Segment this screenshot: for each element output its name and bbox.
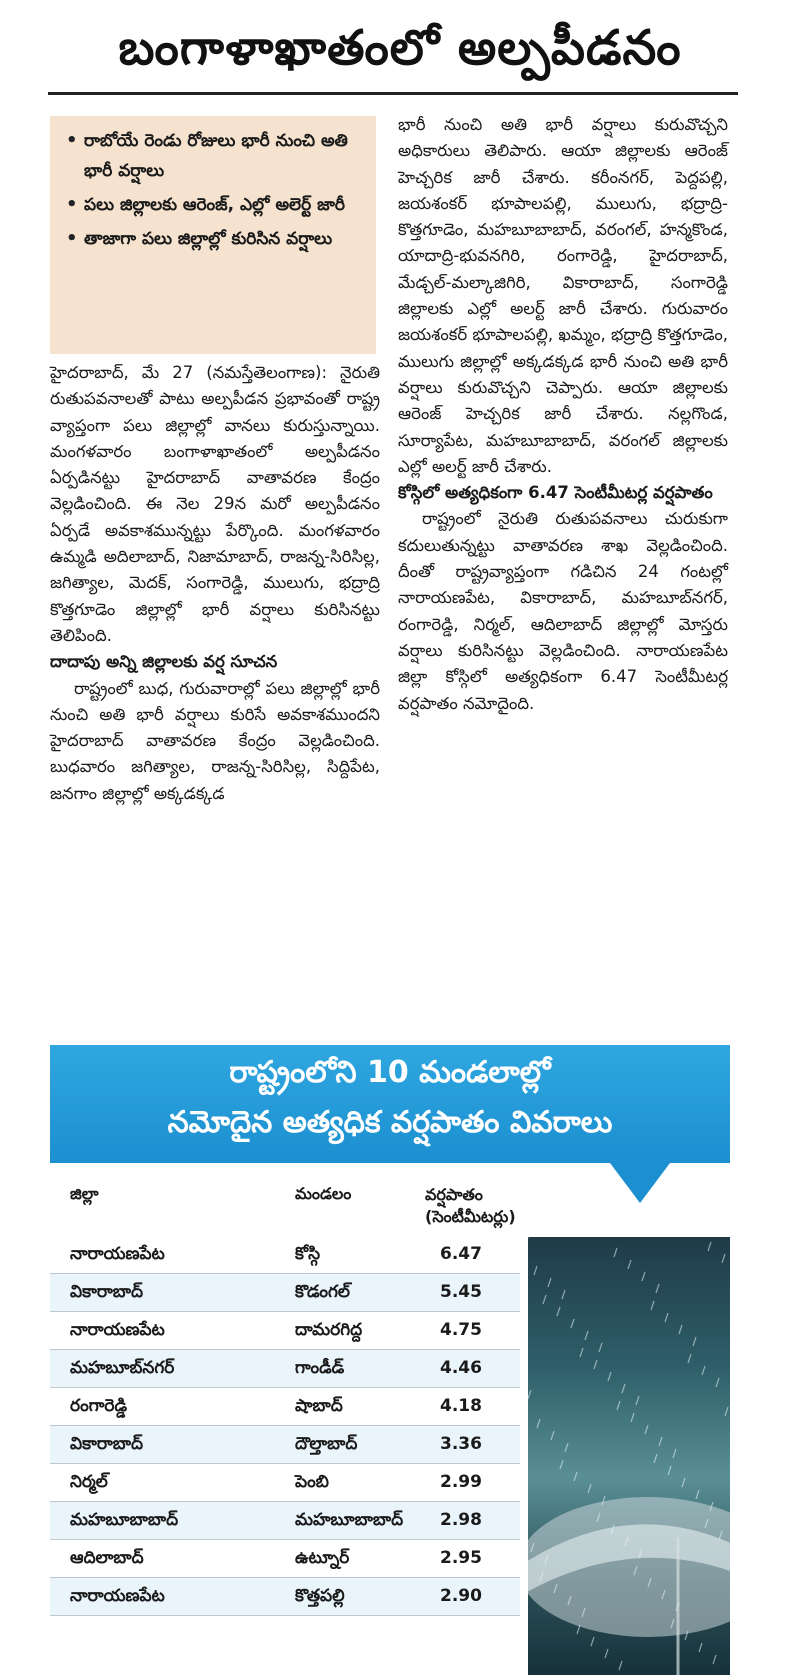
paragraph: భారీ నుంచి అతి భారీ వర్షాలు కురువొచ్చని అధికారులు తెలిపారు. ఆయా జిల్లాలకు ఆరెంజ్ హెచ్చరిక జారీ చేశారు. కరీంనగర్, పెద్దపల్లి, జయశంకర్ భూపాలపల్లి, ములుగు, భద్రాద్రి-కొత్తగూడెం, మహబూబాబాద్, వరంగల్, హన్మకొండ, యాదాద్రి-భువనగిరి, రంగారెడ్డి, హైదరాబాద్, మేడ్చల్-మల్కాజిగిరి, వికారాబాద్, సంగారెడ్డి జిల్లాలకు ఎల్లో అలర్ట్ జారీ చేశారు. గురువారం జయశంకర్ భూపాలపల్లి, ఖమ్మం, భద్రాద్రి కొత్తగూడెం, ములుగు జిల్లాల్లో అక్కడక్కడ భారీ నుంచి అతి భారీ వర్షాలు కురువొచ్చని చెప్పారు. ఆయా జిల్లాలకు ఆరెంజ్ హెచ్చరిక జారీ చేశారు. నల్లగొండ, సూర్యాపేట, మహబూబాబాద్, వరంగల్ జిల్లాలకు ఎల్లో అలర్ట్ జారీ చేశారు. [398, 115, 728, 476]
rain-streak [665, 1313, 668, 1322]
subheading: కోస్గిలో అత్యధికంగా 6.47 సెంటీమీటర్ల వర్షపాతం [398, 483, 713, 503]
rain-streak [543, 1295, 546, 1304]
paragraph: రాష్ట్రంలో నైరుతి రుతుపవనాలు చురుకుగా కదులుతున్నట్టు వాతావరణ శాఖ వెల్లడించింది. దీంతో రాష్ట్రవ్యాప్తంగా గడిచిన 24 గంటల్లో నారాయణపేట, వికారాబాద్, మహబూబ్‌నగర్, రంగారెడ్డి, నిర్మల్, ఆదిలాబాద్ జిల్లాల్లో మోస్తరు వర్షాలు కురిసినట్టు వెల్లడించింది. నారాయణపేట జిల్లా కోస్గిలో అత్యధికంగా 6.47 సెంటీమీటర్ల వర్షపాతం నమోదైంది. [398, 509, 728, 713]
rain-streak [577, 1625, 580, 1634]
cell-mandal: కొత్తపల్లి [295, 1586, 345, 1606]
rain-streak [654, 1454, 657, 1463]
table-row [50, 1464, 520, 1502]
table-body [50, 1236, 520, 1616]
rain-streak [702, 1366, 705, 1375]
rain-streak [682, 1478, 685, 1487]
rain-streak [605, 1649, 608, 1658]
rain-streak [560, 1460, 563, 1469]
rain-streak [588, 1484, 591, 1493]
cell-district: వికారాబాద్ [70, 1282, 143, 1302]
rain-streak [557, 1307, 560, 1316]
table-row [50, 1274, 520, 1312]
header-mandal: మండలం [295, 1184, 352, 1203]
rain-streak [565, 1443, 568, 1452]
rainfall-table [50, 1180, 520, 1616]
rain-streak [614, 1248, 617, 1257]
rain-streak [693, 1337, 696, 1346]
right-column [398, 112, 728, 717]
rain-streak [551, 1431, 554, 1440]
cell-mandal: దామరగిద్ద [295, 1320, 363, 1340]
table-row [50, 1350, 520, 1388]
rain-streak [708, 1242, 711, 1251]
cell-rainfall: 2.98 [440, 1510, 482, 1530]
cell-mandal: ఉట్నూర్ [295, 1548, 350, 1568]
rain-streak [617, 1401, 620, 1410]
rain-streak [574, 1472, 577, 1481]
header-rainfall [425, 1184, 516, 1228]
table-row [50, 1388, 520, 1426]
cell-rainfall: 2.90 [440, 1586, 482, 1606]
rainfall-infobox [50, 1045, 730, 1675]
rain-streak [688, 1354, 691, 1363]
cell-district: నారాయణపేట [70, 1586, 165, 1606]
rain-streak [631, 1413, 634, 1422]
rain-streak [659, 1437, 662, 1446]
cell-district: రంగారెడ్డి [70, 1396, 128, 1416]
rain-streak [651, 1301, 654, 1310]
rain-streak [571, 1319, 574, 1328]
rain-streak [656, 1284, 659, 1293]
rain-streak [608, 1372, 611, 1381]
infobox-title-line1: రాష్ట్రంలోని 10 మండలాల్లో [229, 1055, 551, 1090]
infobox-header [50, 1045, 730, 1163]
rain-streak [645, 1425, 648, 1434]
table-row [50, 1502, 520, 1540]
table-header [50, 1180, 520, 1236]
cell-district: మహబూబ్‌నగర్ [70, 1358, 175, 1378]
highlight-item: • పలు జిల్లాలకు ఆరెంజ్, ఎల్లో అలెర్ట్ జారీ [66, 190, 362, 220]
left-column [50, 360, 380, 807]
cell-rainfall: 2.99 [440, 1472, 482, 1492]
rain-streak [599, 1343, 602, 1352]
rain-streak [713, 1655, 716, 1664]
cell-rainfall: 4.46 [440, 1358, 482, 1378]
cell-mandal: కొడంగల్ [295, 1282, 350, 1302]
table-row [50, 1312, 520, 1350]
cell-district: మహబూబాబాద్ [70, 1510, 179, 1530]
rain-streak [668, 1466, 671, 1475]
cell-rainfall: 6.47 [440, 1244, 482, 1264]
rain-streak [699, 1643, 702, 1652]
cell-rainfall: 3.36 [440, 1434, 482, 1454]
rain-streak [722, 1254, 725, 1263]
highlight-item: • రాబోయే రెండు రోజులు భారీ నుంచి అతి భారీ వర్షాలు [66, 126, 362, 186]
rain-streak [696, 1490, 699, 1499]
next-headline-cropped [50, 1665, 730, 1677]
paragraph: రాష్ట్రంలో బుధ, గురువారాల్లో పలు జిల్లాల్లో భారీ నుంచి అతి భారీ వర్షాలు కురిసే అవకాశముందని హైదరాబాద్ వాతావరణ కేంద్రం వెల్లడించింది. బుధవారం జగిత్యాల, రాజన్న-సిరిసిల్ల, సిద్దిపేట, జనగాం జిల్లాల్లో అక్కడక్కడ [50, 678, 380, 803]
rain-streak [636, 1396, 639, 1405]
table-row [50, 1540, 520, 1578]
rain-umbrella-photo [528, 1237, 730, 1675]
rain-streak [673, 1449, 676, 1458]
header-rainfall-label: వర్షపాతం [425, 1185, 483, 1204]
rain-streak [725, 1407, 728, 1416]
cell-mandal: దౌల్తాబాద్ [295, 1434, 358, 1454]
cell-district: వికారాబాద్ [70, 1434, 143, 1454]
cell-district: నారాయణపేట [70, 1320, 165, 1340]
paragraph: హైదరాబాద్, మే 27 (నమస్తేతెలంగాణ): నైరుతి రుతుపవనాలతో పాటు అల్పపీడన ప్రభావంతో రాష్ట్ర వ్యాప్తంగా పలు జిల్లాల్లో వానలు కురుస్తున్నాయి. మంగళవారం బంగాళాఖాతంలో అల్పపీడనం ఏర్పడినట్టు హైదరాబాద్ వాతావరణ కేంద్రం వెల్లడించింది. ఈ నెల 29న మరో అల్పపీడనం ఏర్పడే అవకాశమున్నట్టు పేర్కొంది. మంగళవారం ఉమ్మడి అదిలాబాద్, నిజామాబాద్, రాజన్న-సిరిసిల్ల, జగిత్యాల, మెదక్, సంగారెడ్డి, ములుగు, భద్రాద్రి కొత్తగూడెం జిల్లాల్లో భారీ వర్షాలు కురిసినట్టు తెలిపింది. [50, 363, 380, 645]
cell-district: నారాయణపేట [70, 1244, 165, 1264]
cell-mandal: షాబాద్ [295, 1396, 343, 1416]
subheading: దాదాపు అన్ని జిల్లాలకు వర్ష సూచన [50, 652, 278, 672]
cell-rainfall: 4.75 [440, 1320, 482, 1340]
cell-mandal: పెంబి [295, 1472, 329, 1492]
table-row [50, 1236, 520, 1274]
rain-streak [716, 1378, 719, 1387]
cell-rainfall: 5.45 [440, 1282, 482, 1302]
cell-mandal: కోస్గి [295, 1244, 321, 1264]
header-district: జిల్లా [70, 1184, 99, 1203]
headline: బంగాళాఖాతంలో అల్పపీడనం [118, 20, 682, 76]
cell-rainfall: 4.18 [440, 1396, 482, 1416]
rain-streak [628, 1260, 631, 1269]
rain-streak [642, 1272, 645, 1281]
cell-mandal: మహబూబాబాద్ [295, 1510, 404, 1530]
table-row [50, 1426, 520, 1464]
cell-district: ఆదిలాబాద్ [70, 1548, 144, 1568]
rain-streak [585, 1331, 588, 1340]
highlights-box [50, 116, 376, 354]
cell-rainfall: 2.95 [440, 1548, 482, 1568]
rain-streak [591, 1637, 594, 1646]
rain-streak [534, 1266, 537, 1275]
rain-streak [562, 1290, 565, 1299]
cell-district: నిర్మల్ [70, 1472, 108, 1492]
rain-streak [679, 1325, 682, 1334]
rain-streak [537, 1419, 540, 1428]
rain-streak [548, 1278, 551, 1287]
highlight-item: • తాజాగా పలు జిల్లాల్లో కురిసిన వర్షాలు [66, 224, 362, 254]
infobox-callout-tail [610, 1163, 670, 1203]
header-rainfall-unit: (సెంటీమీటర్లు) [425, 1207, 516, 1226]
rain-streak [594, 1360, 597, 1369]
rain-streak [528, 1390, 531, 1399]
rain-streak [622, 1384, 625, 1393]
table-row [50, 1578, 520, 1616]
rain-streak [580, 1348, 583, 1357]
headline-rule [48, 92, 738, 95]
cell-mandal: గాండీడ్ [295, 1358, 345, 1378]
infobox-title-line2: నమోదైన అత్యధిక వర్షపాతం వివరాలు [167, 1105, 613, 1140]
